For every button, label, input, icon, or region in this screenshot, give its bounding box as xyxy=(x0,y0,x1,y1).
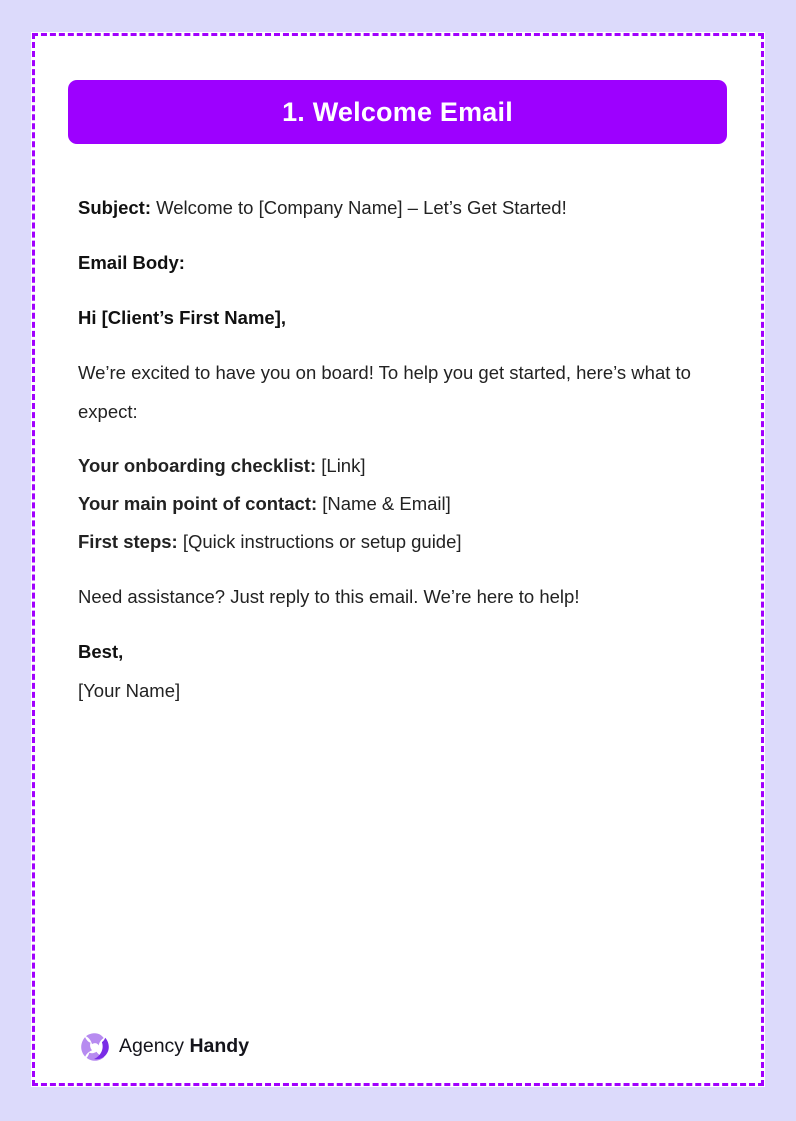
brand-name xyxy=(119,1037,249,1057)
email-body-label-row xyxy=(78,243,723,282)
agency-handy-swirl-icon xyxy=(80,1032,110,1062)
list-item xyxy=(78,485,723,523)
list-item xyxy=(78,447,723,485)
page-title: 1. Welcome Email xyxy=(282,96,513,127)
subject-value: Welcome to [Company Name] – Let’s Get Started! xyxy=(150,197,567,218)
expectation-list xyxy=(78,447,723,561)
list-item-value: [Quick instructions or setup guide] xyxy=(177,531,462,552)
brand-name-light: Agency xyxy=(119,1035,185,1058)
intro-text: We’re excited to have you on board! To help you get started, here’s what to expect: xyxy=(78,362,697,422)
email-body-label: Email Body: xyxy=(78,252,185,273)
assistance-text: Need assistance? Just reply to this email. We’re here to help! xyxy=(78,586,580,607)
list-item-value: [Link] xyxy=(316,455,366,476)
signature-text: [Your Name] xyxy=(78,680,181,701)
brand-name-bold: Handy xyxy=(184,1035,250,1058)
footer-brand-logo xyxy=(80,1032,249,1062)
signoff-text: Best, xyxy=(78,641,124,662)
list-item-value: [Name & Email] xyxy=(317,493,451,514)
list-item-label: Your onboarding checklist: xyxy=(78,455,317,476)
greeting-text: Hi [Client’s First Name], xyxy=(78,307,286,328)
subject-label: Subject: xyxy=(78,197,151,218)
subject-line xyxy=(78,188,723,227)
intro-paragraph xyxy=(78,353,723,431)
section-header-banner xyxy=(68,80,727,144)
greeting-row xyxy=(78,298,723,337)
list-item-label: First steps: xyxy=(78,531,178,552)
signoff-block xyxy=(78,632,723,710)
email-content xyxy=(78,188,723,710)
list-item-label: Your main point of contact: xyxy=(78,493,318,514)
list-item xyxy=(78,523,723,561)
assistance-paragraph xyxy=(78,577,723,616)
